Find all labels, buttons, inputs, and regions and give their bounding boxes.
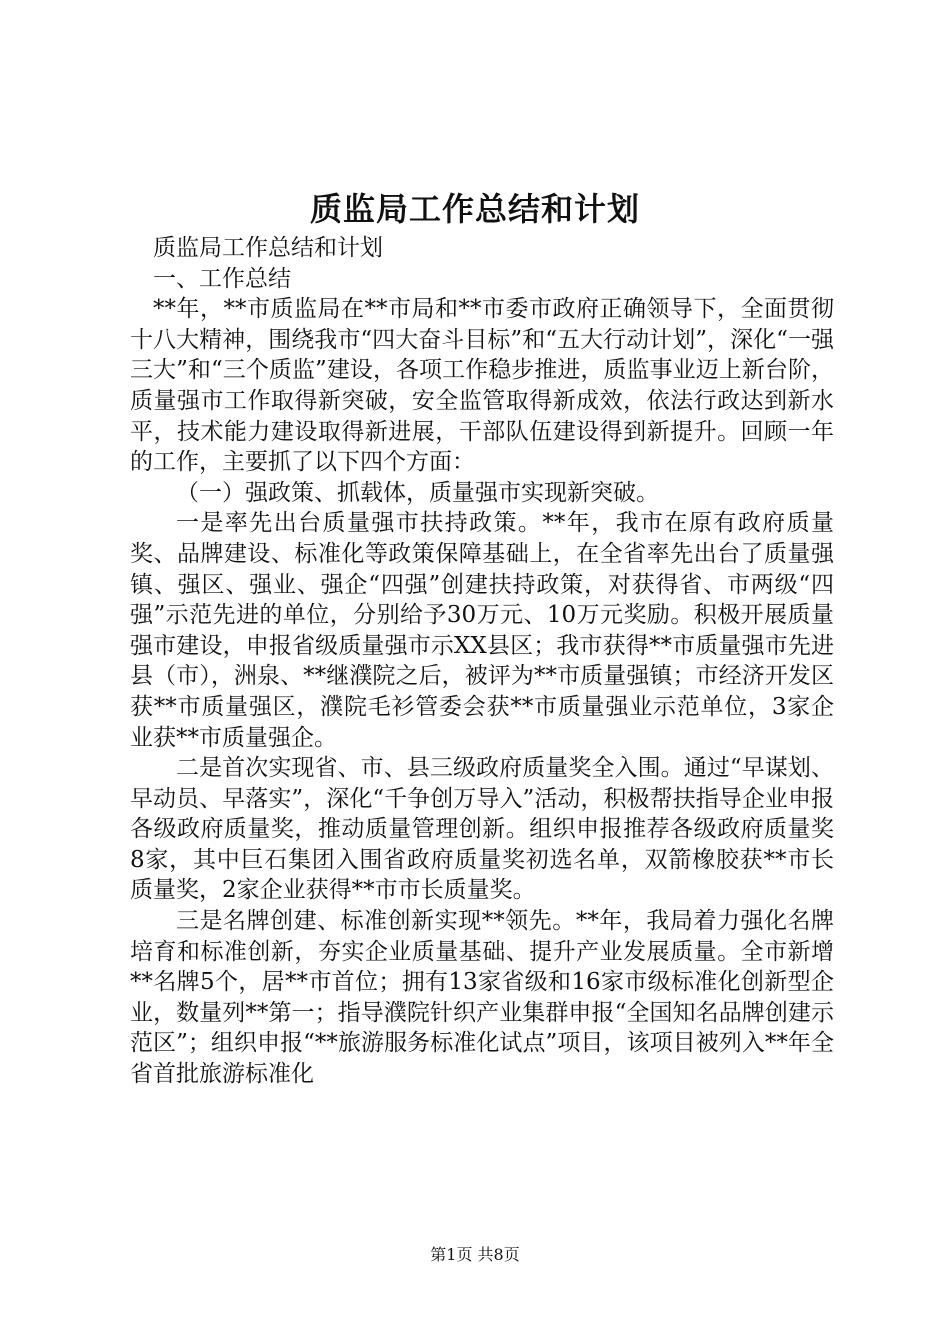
document-body bbox=[130, 233, 834, 1090]
section-heading: 一、工作总结 bbox=[153, 265, 291, 292]
document-subtitle: 质监局工作总结和计划 bbox=[153, 235, 383, 261]
document-title: 质监局工作总结和计划 bbox=[309, 190, 640, 228]
paragraph-point-one: 一是率先出台质量强市扶持政策。**年，我市在原有政府质量奖、品牌建设、标准化等政策保障基础上，在全省率先出台了质量强镇、强区、强业、强企“四强”创建扶持政策，对获得省、市两级“四强”示范先进的单位，分别给予30万元、10万元奖励。积极开展质量强市建设，申报省级质量强市示XX县区；我市获得**市质量强市先进县（市），洲泉、**继濮院之后，被评为**市质量强镇；市经济开发区获**市质量强区，濮院毛衫管委会获**市质量强业示范单位，3家企业获**市质量强企。 bbox=[130, 510, 834, 751]
page-number-footer: 第1页 共8页 bbox=[430, 1245, 520, 1264]
paragraph-intro: **年，**市质监局在**市局和**市委市政府正确领导下，全面贯彻十八大精神，围绕我市“四大奋斗目标”和“五大行动计划”，深化“一强三大”和“三个质监”建设，各项工作稳步推进，质监事业迈上新台阶，质量强市工作取得新突破，安全监管取得新成效，依法行政达到新水平，技术能力建设取得新进展，干部队伍建设得到新提升。回顾一年的工作，主要抓了以下四个方面： bbox=[130, 296, 834, 476]
paragraph-point-two: 二是首次实现省、市、县三级政府质量奖全入围。通过“早谋划、早动员、早落实”，深化“千争创万导入”活动，积极帮扶指导企业申报各级政府质量奖，推动质量管理创新。组织申报推荐各级政府质量奖8家，其中巨石集团入围省政府质量奖初选名单，双箭橡胶获**市长质量奖，2家企业获得**市市长质量奖。 bbox=[130, 755, 834, 904]
subsection-heading: （一）强政策、抓载体，质量强市实现新突破。 bbox=[176, 479, 659, 506]
paragraph-point-three: 三是名牌创建、标准创新实现**领先。**年，我局着力强化名牌培育和标准创新，夯实企业质量基础、提升产业发展质量。全市新增**名牌5个，居**市首位；拥有13家省级和16家市级标准化创新型企业，数量列**第一；指导濮院针织产业集群申报“全国知名品牌创建示范区”；组织申报“**旅游服务标准化试点”项目，该项目被列入**年全省首批旅游标准化 bbox=[130, 908, 834, 1088]
